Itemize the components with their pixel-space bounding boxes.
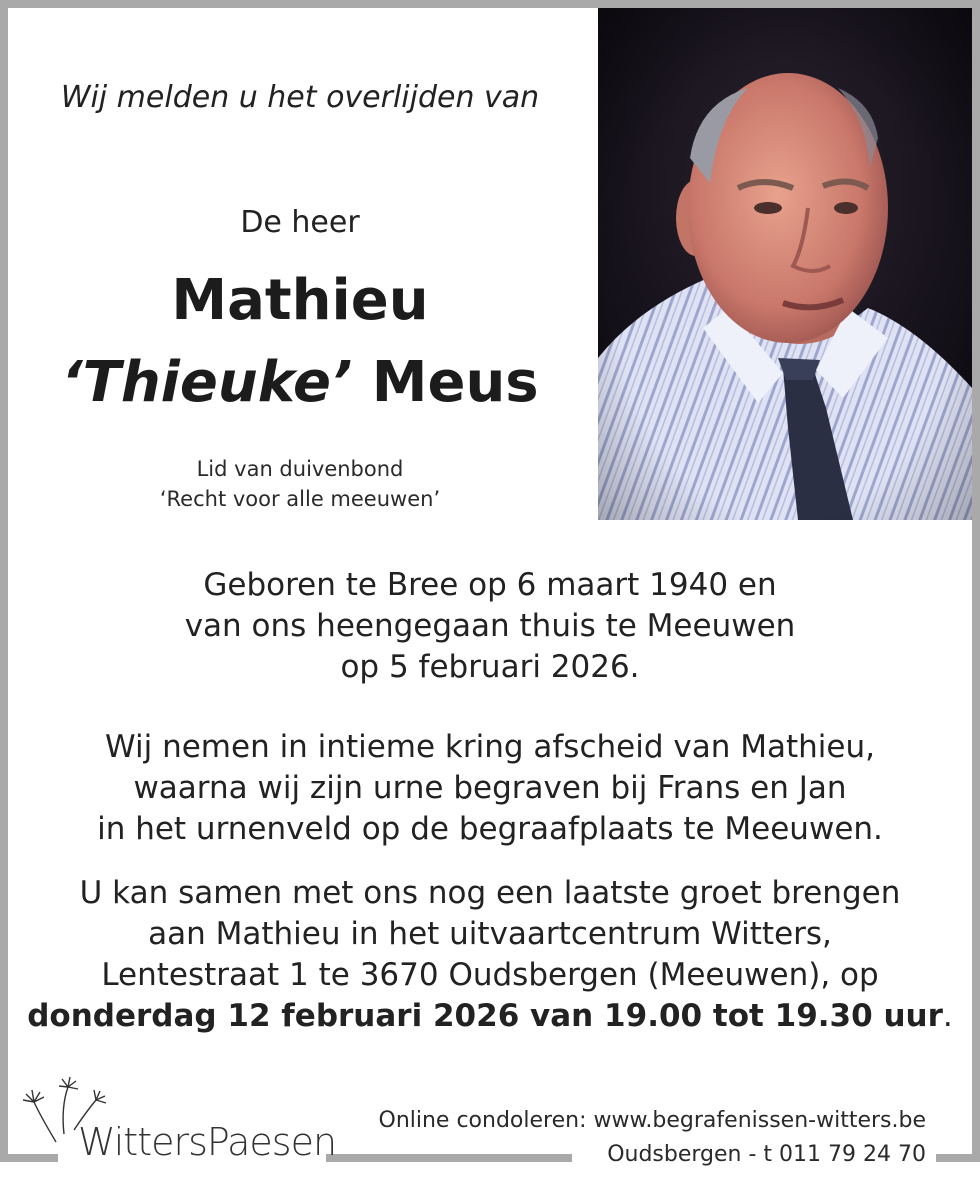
contact-info: Oudsbergen - t 011 79 24 70 [607,1142,926,1167]
greeting-line-4 [20,996,960,1037]
farewell-line-1: Wij nemen in intieme kring afscheid van Mathieu, [105,729,875,765]
birth-line-3: op 5 februari 2026. [340,649,640,685]
frame-left-border [0,0,8,1162]
birth-line-2: van ons heengegaan thuis te Meeuwen [184,608,796,644]
deceased-last-name: Meus [371,350,539,415]
intro-text: Wij melden u het overlijden van [60,80,540,115]
farewell-paragraph [20,727,960,850]
frame-top-border [0,0,980,8]
deceased-nickname: ‘Thieuke’ [61,350,353,415]
frame-bottom-border-right [936,1154,980,1162]
portrait-photo [598,8,972,520]
greeting-line-1: U kan samen met ons nog een laatste groet brengen [79,875,901,911]
frame-right-border [972,0,980,1162]
greeting-period: . [942,998,953,1034]
funeral-home-logo-text: WittersPaesen [78,1120,337,1164]
farewell-line-2: waarna wij zijn urne begraven bij Frans en Jan [133,770,847,806]
greeting-line-3: Lentestraat 1 te 3670 Oudsbergen (Meeuwen), op [101,957,879,993]
greeting-line-2: aan Mathieu in het uitvaartcentrum Witters, [148,916,832,952]
farewell-line-3: in het urnenveld op de begraafplaats te Meeuwen. [97,811,883,847]
deceased-name-line [20,350,580,415]
honorific: De heer [240,205,360,240]
condolence-website[interactable]: Online condoleren: www.begrafenissen-witters.be [378,1108,926,1133]
birth-paragraph [20,565,960,688]
greeting-paragraph [20,873,960,1037]
membership-line-2: ‘Recht voor alle meeuwen’ [159,487,441,511]
birth-line-1: Geboren te Bree op 6 maart 1940 en [203,567,777,603]
deceased-first-name: Mathieu [171,268,429,333]
visitation-time: donderdag 12 februari 2026 van 19.00 tot 19.30 uur [27,998,943,1034]
frame-bottom-border-middle [326,1154,572,1162]
membership-line-1: Lid van duivenbond [196,457,404,481]
